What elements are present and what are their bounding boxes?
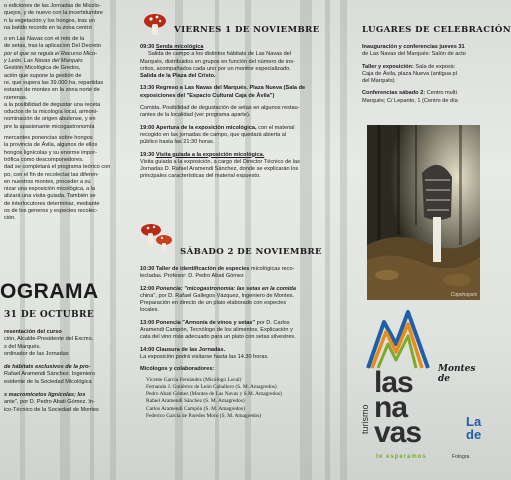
intro-line: hongos lignícolas y su enorme impor- (4, 149, 97, 156)
time: 13:00 (140, 319, 155, 326)
time: 10:30 (140, 266, 155, 272)
collab-item: Vicente García Fernández (Micólogo Local) (146, 376, 242, 383)
foto-credit: Fotogra (452, 454, 470, 460)
time: 09:30 (140, 44, 155, 50)
item-line: ción, Alcalde-Presidente del Excmo. (4, 336, 94, 343)
de-text: de (466, 427, 482, 442)
intro-line: quejos, y de nuevo con la incertidumbre (4, 10, 103, 17)
day2-schedule (140, 266, 352, 420)
intro-line: na batido records en la zona centro (4, 24, 92, 31)
item-line: ordinador de las Jornadas (4, 350, 69, 357)
venue-label: Inauguración y conferencias jueves 31 (362, 44, 465, 50)
event-text: critos, acompañados cada uno por un monitor especializado. (140, 65, 291, 72)
venue-text: Caja de Ávila, plaza Nueva (antigua pl (362, 70, 457, 77)
event-title: Ponencia "Armonía de vinos y setas" (155, 319, 256, 326)
item-line: ico-Técnico de la Sociedad de Montes (4, 406, 99, 413)
item-line: Rafael Aramendi Sánchez. Ingeniero (4, 371, 96, 378)
event-text: Comida. Posibilidad de degustación de setas en algunos restau- (140, 105, 300, 112)
event-text: por D. Carlos (256, 319, 290, 326)
intro-line: de setas, tras la aplicacion Del Decreto (4, 43, 102, 50)
time: 19:00 (140, 124, 155, 131)
logo-word: las (374, 366, 413, 399)
collab-item: Federico García de Paredes Moro (S. M. Amagredos) (146, 413, 262, 420)
montes-logo (466, 415, 481, 441)
intro-line: n la vegetación y los hongos, tras un (4, 17, 95, 24)
coprinopsis-image (367, 125, 480, 300)
event-title: Taller de identificación de especies (155, 266, 250, 272)
day2-title: SÁBADO 2 DE NOVIEMBRE (180, 247, 322, 257)
collab-item: Pedro Abati Gómez (Montes de Las Navas y S.M. Amagredos) (146, 391, 282, 398)
intro-line: nizar una exposición micológica, a la (4, 186, 96, 193)
intro-line: por el que se regula el Recurso Mico- (4, 50, 97, 57)
programa-title: OGRAMA (0, 280, 99, 303)
programa-date: 31 DE OCTUBRE (4, 310, 95, 320)
intro-line: estaran de montes en la zona norte de (4, 87, 100, 94)
day1-schedule (140, 44, 352, 181)
event-text: público hasta las 21:30 horas. (140, 139, 215, 146)
event-text: locales. (140, 307, 159, 314)
intro-line: re, que supera las 39.000 ha, repartidas (4, 79, 104, 86)
event-text: recogido en las jornadas de campo, que quedará abierta al (140, 131, 287, 138)
event-text: Aramendi Campón, Tecnólogo de los alimentos. Explicación y (140, 327, 293, 334)
intro-line: dad se completará el programa teórico con (4, 164, 111, 171)
mushrooms-icon (138, 222, 174, 252)
venue-label: Conferencias sábado 2: (362, 90, 426, 97)
event-text: rantes de la localidad (ver programa aparte). (140, 112, 251, 119)
venue-label: Taller y exposición: (362, 63, 414, 70)
intro-line: nominación de origen abulense, y en (4, 116, 96, 123)
intro-line: po, con el fin de recolectar las diferen- (4, 171, 99, 178)
event-text: china", por D. Rafael Gallegos Vázquez, Ingeniero de Montes. (140, 292, 295, 299)
event-text: La exposición podrá visitarse hasta las 14.30 horas. (140, 353, 269, 360)
mushroom-photo (367, 125, 480, 300)
intro-line: trófica como descomponedores. (4, 156, 84, 163)
mushroom-icon (142, 12, 168, 36)
item-line: de hábitats exclusivos de la pro- (4, 364, 91, 371)
logo-word: vas (374, 416, 422, 449)
intro-line: ción. (4, 215, 16, 222)
intro-line: oductos de la micología local, armoni- (4, 109, 98, 116)
intro-line: Gestión Micológica de Gredos, (4, 65, 81, 72)
intro-line: pre la apasionante micogastronomía (4, 123, 95, 130)
intro-line: mercantes ponencias sobre hongos (4, 135, 93, 142)
la-text: La (466, 414, 482, 429)
event-text: Salida de la Plaza del Cristo. (140, 73, 216, 80)
time: 14:00 (140, 346, 155, 353)
logo-tagline: te esperamos (376, 454, 427, 460)
intro-line: en nuestros montes, proceder a su (4, 178, 91, 185)
intro-line: y León. Las Navas del Marqués (4, 58, 83, 65)
event-text: cata del vino más adecuado para un plato con setas silvestres. (140, 334, 296, 341)
event-text: Salida de campo a los distintos hábitats de Las Navas del (148, 51, 292, 58)
logo-mark-icon (362, 308, 434, 372)
collab-item: Fernando J. Gutiérrez de León Caballero (S. M. Amagredos) (146, 383, 277, 390)
venue-text: del Marqués) (362, 78, 395, 85)
intro-text (4, 3, 128, 223)
event-text: con el material (258, 124, 295, 131)
venue-text: Sala de exposic (413, 63, 455, 70)
event-text: Visita guiada a la exposición, a cargo del Director Técnico de las (140, 158, 300, 165)
item-line: s del Marqués. (4, 343, 41, 350)
event-text: Preparación en directo de un plato elaborado con especies (140, 300, 287, 307)
event-title: Visita guiada a la exposición micológica. (155, 151, 265, 158)
time: 13:30 (140, 85, 155, 92)
event-title: Senda micológica (155, 44, 204, 50)
photo-caption: Coprinopsis (450, 292, 477, 298)
item-line: resentación del curso (4, 329, 62, 335)
intro-line: la provincia de Ávila, algunos de ellos (4, 142, 98, 149)
event-title: Apertura de la exposición micológica, (155, 124, 257, 131)
intro-line: os de los generos y especies recolec- (4, 208, 98, 215)
collab-item: Rafael Aramendi Sánchez (S. M. Amagredos) (146, 398, 245, 405)
intro-line: rzerenas. (4, 94, 28, 101)
event-text: Marqués, distribuidos en grupos en función del número de ins- (140, 58, 295, 65)
las-navas-logo (360, 308, 436, 468)
event-title: Ponencia: "micogastronomía: las setas en la comida (155, 285, 296, 292)
intro-line: alizará una visita guiada. También se (4, 193, 96, 200)
collab-item: Carlos Aramendi Campón (S. M. Amagredos) (146, 405, 245, 412)
left-column (0, 0, 128, 480)
logo-turismo: turismo (360, 404, 370, 434)
intro-line: de interlocutores determinar, mediante (4, 200, 100, 207)
item-line: ante", por D. Pedro Abati Gómez. In- (4, 399, 95, 406)
programa-items (4, 329, 128, 414)
intro-line: o ediciones de las Jornadas de Micolo- (4, 3, 101, 9)
event-title: Regreso a Las Navas del Marqués. Plaza Nueva (Sala de (155, 85, 306, 92)
venue-text: Centro multi (425, 90, 457, 97)
venue-text: de Las Navas del Marqués: Salón de acto (362, 51, 466, 58)
event-text: Jornadas D. Rafael Aramendi Sánchez, donde se explicarán los (140, 166, 299, 173)
event-text: micológicas reco- (250, 266, 295, 272)
montes-text: Montes de (438, 364, 476, 384)
intro-line: o en Las Navas con el reto de la (4, 36, 85, 43)
time: 19:30 (140, 151, 155, 158)
intro-line: ación que supone la gestión de (4, 72, 82, 79)
event-title: Clausura de las Jornadas. (155, 346, 226, 353)
item-line: esidente de la Sociedad Micológica (4, 378, 92, 385)
logo-word: na (374, 391, 408, 424)
time: 12:00 (140, 285, 155, 292)
venues-text (362, 44, 502, 105)
center-column (128, 0, 356, 480)
event-text: principales características del material expuesto. (140, 173, 261, 180)
venues-title: LUGARES DE CELEBRACIÓN (362, 25, 511, 35)
collab-title: Micólogos y colaboradores: (140, 366, 215, 373)
venue-text: Marqués; C/ Lepanto, 1 (Centro de día (362, 97, 458, 104)
intro-line: a la posibilidad de degustar una receta (4, 101, 101, 108)
event-text: lectadas. Profesor: D. Pedro Abati Gómez (140, 273, 244, 280)
item-line: s macromicetos lignícolas; los (4, 392, 86, 399)
event-text: exposiciones del "Espacio Cultural Caja de Ávila") (140, 92, 275, 99)
day1-title: VIERNES 1 DE NOVIEMBRE (174, 25, 320, 35)
